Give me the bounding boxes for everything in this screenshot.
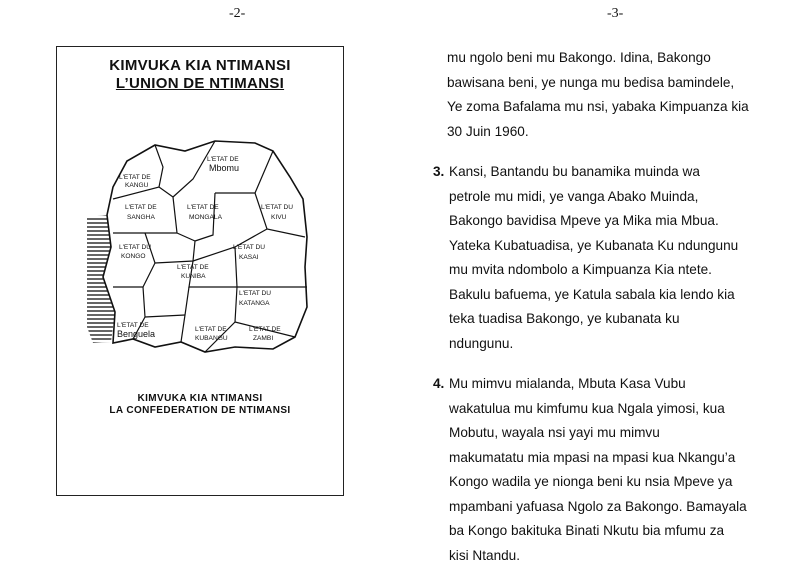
intro-paragraph: [447, 46, 782, 144]
item-number: 3.: [433, 164, 445, 179]
svg-text:SANGHA: SANGHA: [127, 214, 155, 221]
paragraph-4: [433, 372, 782, 568]
text-line: Bakulu bafuema, ye Katula sabala kia lendo kia: [449, 286, 735, 302]
region-labels: [117, 156, 293, 342]
svg-text:L'ETAT DE: L'ETAT DE: [125, 204, 157, 211]
text-line: petrole mu midi, ye vanga Abako Muinda,: [449, 188, 699, 204]
region-label-kangu: L'ETAT DE: [119, 174, 151, 181]
right-page-number: -3-: [607, 6, 624, 21]
text-line: Yateka Kubatuadisa, ye Kubanata Ku ndungunu: [449, 237, 739, 253]
map-subtitle: L’UNION DE NTIMANSI: [115, 75, 285, 92]
svg-text:L'ETAT DU: L'ETAT DU: [233, 244, 266, 251]
text-line: Mobutu, wayala nsi yayi mu mimvu: [449, 425, 660, 440]
svg-text:KANGU: KANGU: [125, 182, 149, 189]
svg-text:KUBANGU: KUBANGU: [195, 335, 228, 342]
svg-text:L'ETAT DE: L'ETAT DE: [207, 156, 239, 163]
map-caption-subtitle: LA CONFEDERATION DE NTIMANSI: [109, 405, 291, 416]
text-line: Kansi, Bantandu bu banamika muinda wa: [449, 164, 700, 179]
paragraph-3: [433, 160, 782, 356]
svg-text:L'ETAT DU: L'ETAT DU: [239, 290, 272, 297]
svg-text:L'ETAT DE: L'ETAT DE: [177, 264, 209, 271]
svg-text:L'ETAT DE: L'ETAT DE: [249, 326, 281, 333]
left-page-number: -2-: [229, 6, 246, 21]
svg-text:KUNIBA: KUNIBA: [181, 273, 206, 280]
text-line: makumatatu mia mpasi na mpasi kua Nkangu’a: [449, 449, 736, 465]
text-line: Bakongo bavidisa Mpeve ya Mika mia Mbua.: [449, 213, 719, 228]
confederation-map: [85, 137, 325, 377]
svg-text:L'ETAT DU: L'ETAT DU: [261, 204, 294, 211]
map-title: KIMVUKA KIA NTIMANSI: [109, 57, 291, 74]
map-caption: KIMVUKA KIA NTIMANSI: [137, 393, 263, 404]
right-page-text: [433, 46, 782, 584]
svg-text:L'ETAT DE: L'ETAT DE: [117, 322, 149, 329]
text-line: teka tuadisa Bakongo, ye kubanata ku: [449, 311, 680, 326]
text-line: bawisana beni, ye nunga mu bedisa bamindele,: [447, 74, 735, 90]
text-line: ba Kongo bakituka Binati Nkutu bia mfumu za: [449, 523, 725, 538]
text-line: mu ngolo beni mu Bakongo. Idina, Bakongo: [447, 50, 711, 65]
svg-text:MONGALA: MONGALA: [189, 214, 222, 221]
text-line: mu mvita ndombolo a Kimpuanza Kia ntete.: [449, 262, 712, 277]
coast-hatch: [87, 215, 115, 343]
svg-text:KATANGA: KATANGA: [239, 300, 270, 307]
text-line: mpambani yafuasa Ngolo za Bakongo. Bamayala: [449, 498, 747, 514]
text-line: Kongo wadila ye nionga beni ku nsia Mpeve ya: [449, 474, 733, 489]
text-line: kisi Ntandu.: [449, 547, 521, 563]
text-line: wakatulua mu kimfumu kua Ngala yimosi, kua: [449, 400, 725, 416]
svg-text:L'ETAT DE: L'ETAT DE: [195, 326, 227, 333]
svg-text:KONGO: KONGO: [121, 253, 146, 260]
svg-text:ZAMBI: ZAMBI: [253, 335, 274, 342]
svg-text:L'ETAT DU: L'ETAT DU: [119, 244, 152, 251]
text-line: Ye zoma Bafalama mu nsi, yabaka Kimpuanza kia: [447, 99, 749, 114]
text-line: 30 Juin 1960.: [447, 123, 529, 139]
text-line: ndungunu.: [449, 335, 514, 351]
svg-text:Mbomu: Mbomu: [209, 163, 240, 173]
map-frame: [56, 46, 344, 496]
svg-text:L'ETAT DE: L'ETAT DE: [187, 204, 219, 211]
svg-text:Benguela: Benguela: [117, 329, 156, 339]
item-number: 4.: [433, 376, 445, 391]
text-line: Mu mimvu mialanda, Mbuta Kasa Vubu: [449, 376, 686, 391]
svg-text:KASAI: KASAI: [239, 254, 259, 261]
svg-text:KIVU: KIVU: [271, 214, 287, 221]
